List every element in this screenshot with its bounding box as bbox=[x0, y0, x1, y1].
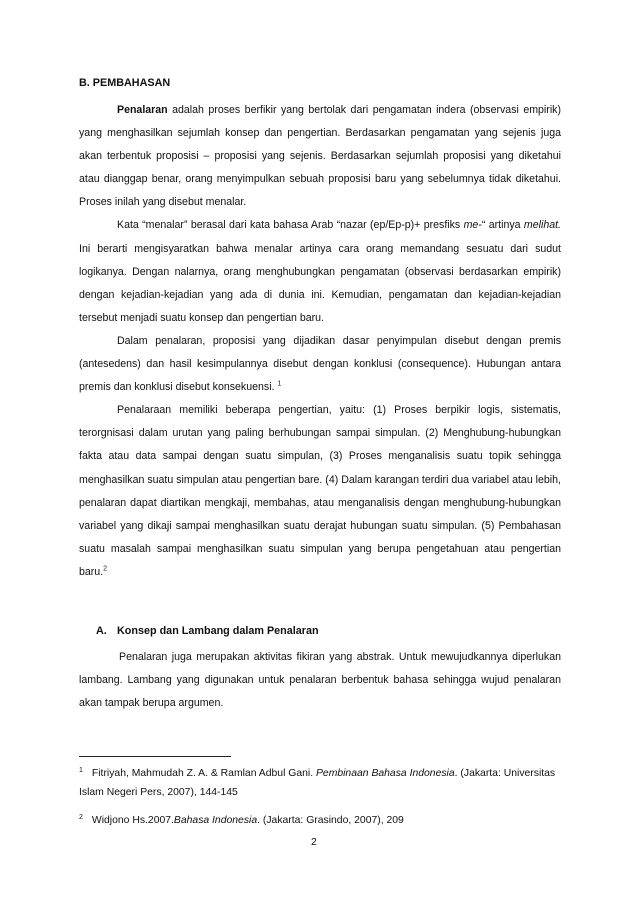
footnote-1-number: 1 bbox=[79, 766, 83, 774]
paragraph-2-part-a: Kata “menalar” berasal dari kata bahasa Arab “nazar (ep/Ep-p)+ presfiks bbox=[117, 219, 464, 232]
page-number: 2 bbox=[311, 837, 317, 848]
paragraph-2-melihat: melihat. bbox=[523, 219, 561, 232]
paragraph-2 bbox=[79, 214, 561, 329]
paragraph-4 bbox=[79, 399, 561, 584]
footnote-2-part-a: Widjono Hs.2007. bbox=[91, 815, 174, 826]
main-body bbox=[79, 99, 561, 584]
subsection-paragraph: Penalaran juga merupakan aktivitas fikiran yang abstrak. Untuk mewujudkannya diperlukan lambang. Lambang yang digunakan untuk penalaran berbentuk bahasa sehingga wujud penalaran akan tampak berupa argumen. bbox=[79, 651, 561, 710]
footnote-1-title: Pembinaan Bahasa Indonesia bbox=[315, 768, 455, 779]
paragraph-3-text: Dalam penalaran, proposisi yang dijadikan dasar penyimpulan disebut dengan premis (antesedens) dan hasil kesimpulannya disebut dengan konklusi (consequence). Hubungan antara premis dan konklusi disebut konsekuensi. bbox=[79, 334, 561, 394]
term-penalaran: Penalaran bbox=[117, 104, 168, 116]
section-heading: B. PEMBAHASAN bbox=[79, 77, 171, 89]
paragraph-2-prefix: me- bbox=[463, 219, 482, 232]
subsection-heading bbox=[96, 625, 319, 637]
subsection-body bbox=[79, 646, 561, 715]
paragraph-2-part-c: Ini berarti mengisyaratkan bahwa menalar artinya cara orang memandang sesuatu dari sudut logikanya. Dengan nalarnya, orang menghubungkan pengamatan (observasi berdasarkan empirik) dengan kejadian-kejadian yang ada di dunia ini. Kemudian, pengamatan dan kejadian-kejadian tersebut menjadi suatu konsep dan pengertian baru. bbox=[79, 242, 561, 324]
footnote-divider bbox=[79, 756, 231, 757]
footnote-ref-2[interactable]: 2 bbox=[103, 565, 108, 573]
footnote-2-number: 2 bbox=[79, 813, 83, 821]
footnote-2-title: Bahasa Indonesia bbox=[173, 815, 258, 826]
footnote-2-part-b: . (Jakarta: Grasindo, 2007), 209 bbox=[257, 815, 404, 826]
paragraph-1 bbox=[79, 99, 561, 214]
footnote-1-part-b: . (Jakarta: Universitas Islam Negeri Pers, 2007), 144-145 bbox=[79, 768, 556, 798]
subsection-marker: A. bbox=[96, 625, 107, 637]
footnote-ref-1[interactable]: 1 bbox=[277, 380, 282, 388]
paragraph-3 bbox=[79, 330, 561, 399]
footnote-1-part-a: Fitriyah, Mahmudah Z. A. & Ramlan Adbul Gani. bbox=[91, 768, 316, 779]
paragraph-1-text: adalah proses berfikir yang bertolak dari pengamatan indera (observasi empirik) yang menghasilkan sejumlah konsep dan pengertian. Berdasarkan pengamatan yang sejenis juga akan terbentuk proposisi – proposisi yang sejenis. Berdasarkan sejumlah proposisi yang diketahui atau dianggap benar, orang menyimpulkan sebuah proposisi baru yang sebelumnya tidak diketahui. Proses inilah yang disebut menalar. bbox=[79, 104, 561, 209]
footnote-2 bbox=[79, 811, 561, 830]
paragraph-4-text: Penalaraan memiliki beberapa pengertian, yaitu: (1) Proses berpikir logis, sistematis, terorgnisasi dalam urutan yang paling berhubungan sampai simpulan. (2) Menghubung-hubungkan fakta atau data sampai dengan suatu simpulan, (3) Proses menganalisis suatu topik sehingga menghasilkan suatu simpulan atau pengertian bare. (4) Dalam karangan terdiri dua variabel atau lebih, penalaran dapat diartikan mengkaji, membahas, atau menganalisis dengan menghubung-hubungkan variabel yang dikaji sampai menghasilkan suatu derajat hubungan suatu simpulan. (5) Pembahasan suatu masalah sampai menghasilkan suatu simpulan yang berupa pengetahuan atau pengertian baru. bbox=[79, 404, 561, 578]
paragraph-2-part-b: “ artinya bbox=[481, 219, 524, 232]
subsection-title: Konsep dan Lambang dalam Penalaran bbox=[117, 625, 319, 637]
footnote-1 bbox=[79, 764, 561, 802]
